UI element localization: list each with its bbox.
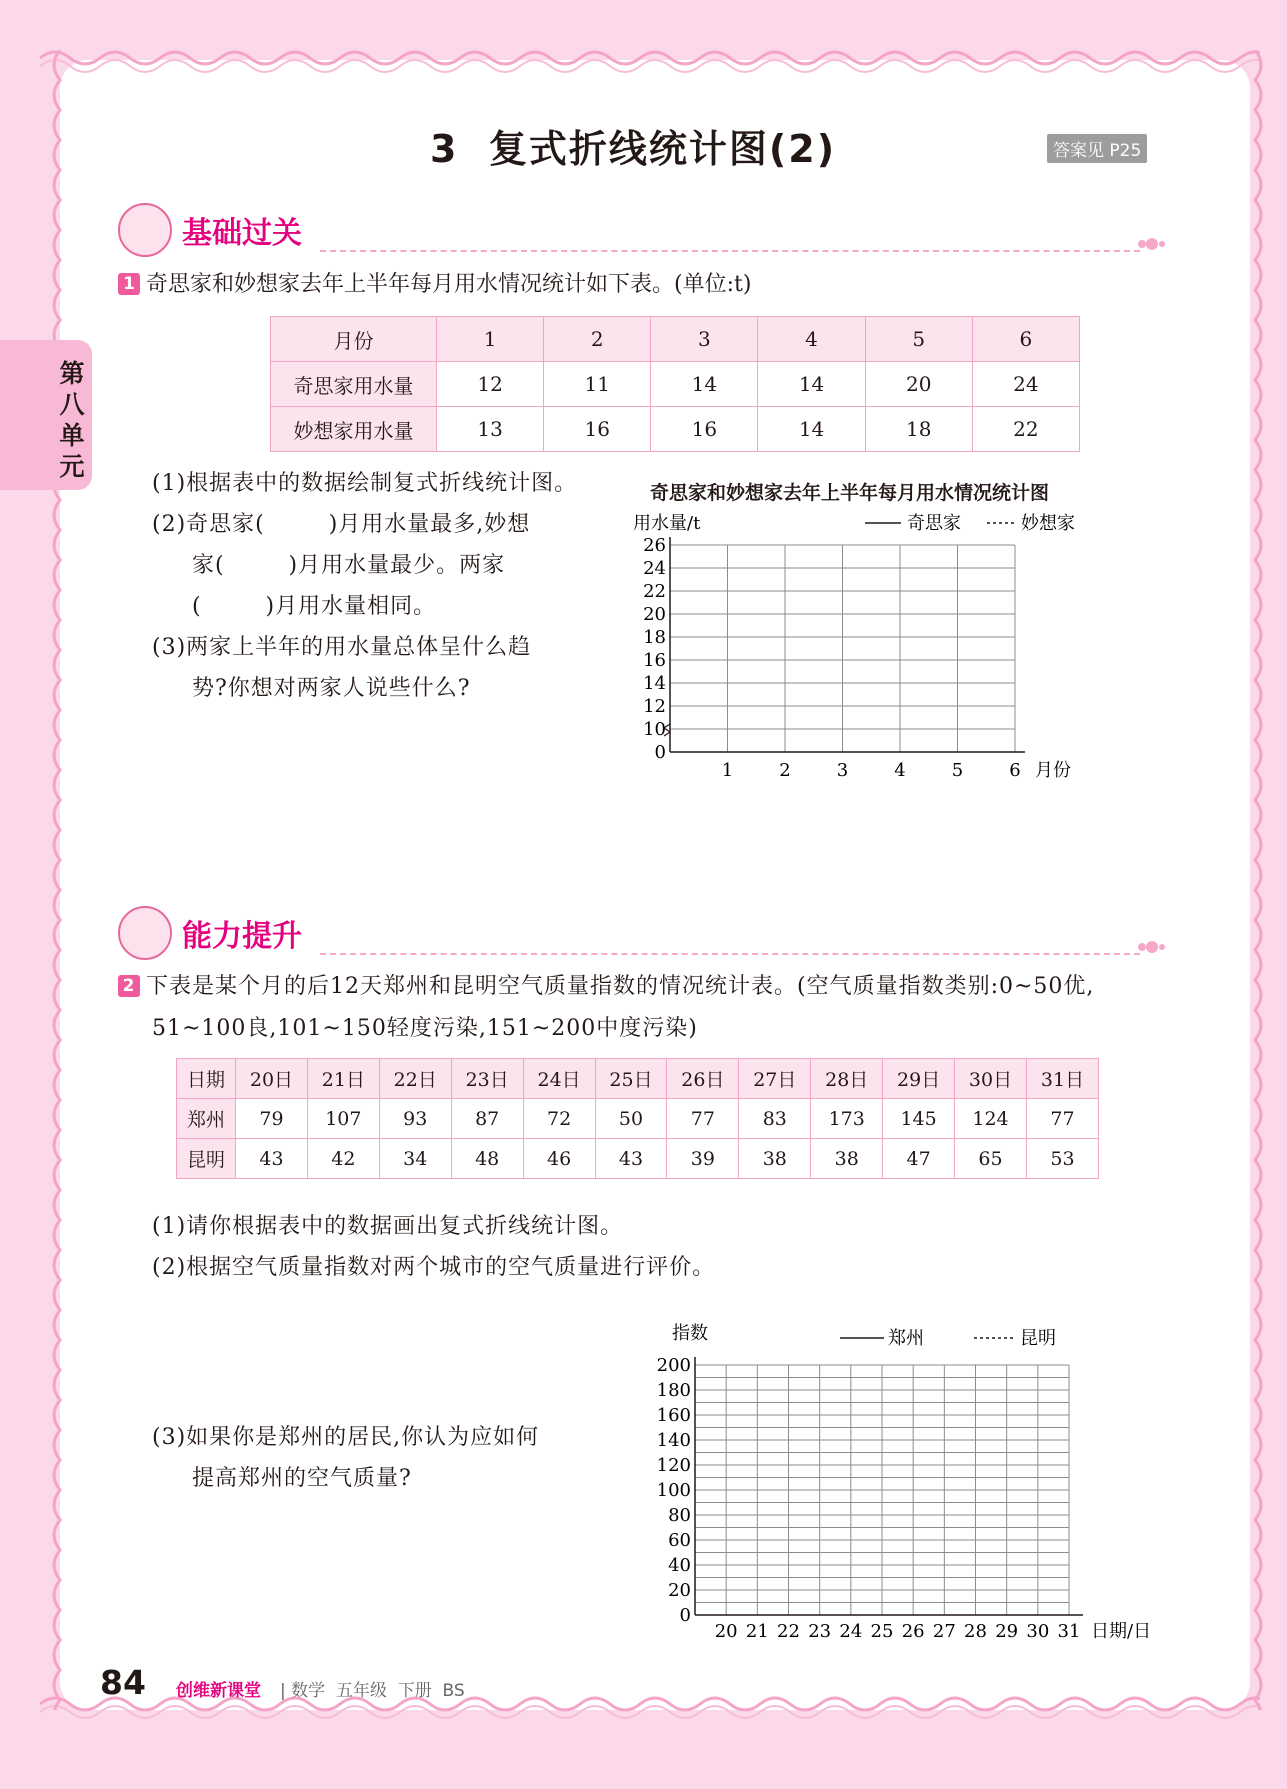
q2-sub3-line2: 提高郑州的空气质量? — [192, 1466, 412, 1491]
x-axis-label: 月份 — [1035, 760, 1071, 781]
table-cell: 妙想家用水量 — [271, 407, 437, 452]
x-axis-label: 日期/日 — [1091, 1621, 1152, 1642]
y-tick-label: 140 — [656, 1430, 691, 1451]
q2-sub1: (1)请你根据表中的数据画出复式折线统计图。 — [152, 1214, 624, 1239]
wavy-border-right — [1235, 50, 1275, 1710]
table-cell: 46 — [523, 1139, 595, 1179]
x-tick-label: 20 — [714, 1621, 738, 1642]
table-cell: 79 — [236, 1099, 308, 1139]
y-tick-label: 0 — [679, 1605, 691, 1626]
y-tick-label: 26 — [643, 535, 666, 556]
table-cell: 39 — [667, 1139, 739, 1179]
y-tick-label: 24 — [643, 558, 666, 579]
table-cell: 14 — [651, 362, 758, 407]
legend-label: 妙想家 — [1021, 513, 1075, 534]
footer-brand: 创维新课堂 — [176, 1681, 261, 1701]
x-tick-label: 4 — [894, 760, 906, 781]
table-header-cell: 30日 — [955, 1059, 1027, 1099]
y-tick-label: 22 — [643, 581, 666, 602]
table-row — [177, 1099, 1099, 1139]
table-header-cell: 5 — [865, 317, 972, 362]
table-row — [271, 407, 1080, 452]
table-cell: 53 — [1026, 1139, 1098, 1179]
wavy-border-left — [40, 50, 80, 1710]
x-tick-label: 28 — [964, 1621, 987, 1642]
y-tick-label: 60 — [668, 1530, 691, 1551]
q2-subquestions — [152, 1206, 1052, 1288]
q1-sub2-line1: (2)奇思家( )月用水量最多,妙想 — [152, 512, 531, 537]
footer-info: | 数学 五年级 下册 BS — [280, 1681, 465, 1701]
table-cell: 16 — [651, 407, 758, 452]
y-tick-label: 200 — [656, 1355, 691, 1376]
table-cell: 43 — [595, 1139, 667, 1179]
question-number-badge: 1 — [118, 273, 140, 295]
question-2 — [118, 966, 1228, 1050]
table-header-cell: 27日 — [739, 1059, 811, 1099]
water-usage-chart — [625, 505, 1155, 785]
air-quality-chart — [640, 1315, 1180, 1645]
decorative-dots-icon — [1136, 937, 1166, 957]
table-cell: 38 — [739, 1139, 811, 1179]
table-cell: 124 — [955, 1099, 1027, 1139]
table-cell: 13 — [437, 407, 544, 452]
table-header-cell: 23日 — [451, 1059, 523, 1099]
table-row — [271, 362, 1080, 407]
x-tick-label: 25 — [870, 1621, 894, 1642]
x-tick-label: 1 — [721, 760, 734, 781]
y-tick-label: 180 — [656, 1380, 691, 1401]
table-cell: 43 — [236, 1139, 308, 1179]
y-tick-label: 160 — [656, 1405, 691, 1426]
x-tick-label: 27 — [932, 1621, 956, 1642]
table-header-row — [271, 317, 1080, 362]
q2-sub3 — [152, 1417, 622, 1499]
table-header-cell: 21日 — [307, 1059, 379, 1099]
table-header-cell: 31日 — [1026, 1059, 1098, 1099]
x-tick-label: 30 — [1026, 1621, 1050, 1642]
table-header-cell: 20日 — [236, 1059, 308, 1099]
y-tick-label: 100 — [656, 1480, 691, 1501]
table-header-cell: 24日 — [523, 1059, 595, 1099]
table-header-cell: 3 — [651, 317, 758, 362]
wavy-border-top — [40, 38, 1260, 78]
table-cell: 14 — [758, 407, 865, 452]
x-tick-label: 26 — [901, 1621, 925, 1642]
y-tick-label: 120 — [656, 1455, 691, 1476]
table-header-cell: 22日 — [379, 1059, 451, 1099]
y-tick-label: 20 — [643, 604, 666, 625]
table-row — [177, 1139, 1099, 1179]
water-usage-table — [270, 316, 1080, 452]
table-cell: 18 — [865, 407, 972, 452]
q2-sub3-line1: (3)如果你是郑州的居民,你认为应如何 — [152, 1425, 540, 1450]
table-cell: 12 — [437, 362, 544, 407]
q1-sub2-line2: 家( )月用水量最少。两家 — [192, 553, 506, 578]
table-cell: 93 — [379, 1099, 451, 1139]
question-2-text-line1: 下表是某个月的后12天郑州和昆明空气质量指数的情况统计表。(空气质量指数类别:0~50优, — [146, 974, 1095, 999]
table-cell: 34 — [379, 1139, 451, 1179]
x-tick-label: 22 — [777, 1621, 800, 1642]
y-tick-label: 0 — [654, 742, 666, 763]
table-header-cell: 29日 — [883, 1059, 955, 1099]
decorative-dots-icon — [1136, 234, 1166, 254]
y-tick-label: 80 — [668, 1505, 691, 1526]
mascot-icon — [118, 203, 172, 257]
section-divider — [320, 250, 1140, 252]
table-cell: 48 — [451, 1139, 523, 1179]
q1-sub3-line1: (3)两家上半年的用水量总体呈什么趋 — [152, 635, 532, 660]
y-tick-label: 16 — [643, 650, 666, 671]
table-cell: 72 — [523, 1099, 595, 1139]
q1-sub1: (1)根据表中的数据绘制复式折线统计图。 — [152, 471, 578, 496]
table-cell: 22 — [972, 407, 1079, 452]
table-cell: 83 — [739, 1099, 811, 1139]
table-cell: 50 — [595, 1099, 667, 1139]
table-cell: 38 — [811, 1139, 883, 1179]
table-cell: 145 — [883, 1099, 955, 1139]
table-header-cell: 25日 — [595, 1059, 667, 1099]
table-cell: 77 — [667, 1099, 739, 1139]
table-cell: 42 — [307, 1139, 379, 1179]
question-1-text: 奇思家和妙想家去年上半年每月用水情况统计如下表。(单位:t) — [146, 272, 752, 297]
table-cell: 16 — [544, 407, 651, 452]
section-heading-advanced: 能力提升 — [182, 919, 302, 954]
legend-label: 郑州 — [888, 1328, 924, 1349]
table-header-cell: 28日 — [811, 1059, 883, 1099]
legend-label: 昆明 — [1020, 1328, 1056, 1349]
table-cell: 47 — [883, 1139, 955, 1179]
table-cell: 11 — [544, 362, 651, 407]
table-header-cell: 26日 — [667, 1059, 739, 1099]
chart1-title: 奇思家和妙想家去年上半年每月用水情况统计图 — [650, 482, 1050, 504]
table-cell: 65 — [955, 1139, 1027, 1179]
question-1 — [118, 270, 1218, 300]
table-cell: 24 — [972, 362, 1079, 407]
y-tick-label: 12 — [643, 696, 666, 717]
answer-reference-badge: 答案见 P25 — [1047, 134, 1147, 163]
table-header-cell: 4 — [758, 317, 865, 362]
y-tick-label: 14 — [643, 673, 666, 694]
x-tick-label: 21 — [745, 1621, 769, 1642]
y-axis-label: 用水量/t — [633, 513, 701, 534]
table-cell: 107 — [307, 1099, 379, 1139]
table-header-cell: 2 — [544, 317, 651, 362]
section-heading-basic: 基础过关 — [182, 216, 302, 251]
table-cell: 173 — [811, 1099, 883, 1139]
section-divider — [320, 953, 1140, 955]
legend-label: 奇思家 — [907, 513, 961, 534]
q2-sub2: (2)根据空气质量指数对两个城市的空气质量进行评价。 — [152, 1255, 716, 1280]
unit-side-tab-label: 第八单元 — [59, 359, 85, 481]
x-tick-label: 6 — [1009, 760, 1021, 781]
page-title: 3 复式折线统计图(2) — [430, 127, 837, 171]
table-cell: 14 — [758, 362, 865, 407]
table-cell: 昆明 — [177, 1139, 236, 1179]
mascot-icon — [118, 906, 172, 960]
table-cell: 郑州 — [177, 1099, 236, 1139]
x-tick-label: 29 — [995, 1621, 1019, 1642]
q1-subquestions — [152, 463, 622, 709]
table-header-cell: 月份 — [271, 317, 437, 362]
table-header-cell: 6 — [972, 317, 1079, 362]
x-tick-label: 24 — [839, 1621, 863, 1642]
x-tick-label: 23 — [808, 1621, 832, 1642]
q1-sub2-line3: ( )月用水量相同。 — [192, 594, 437, 619]
y-tick-label: 18 — [643, 627, 666, 648]
table-header-cell: 日期 — [177, 1059, 236, 1099]
y-axis-label: 指数 — [672, 1323, 708, 1344]
air-quality-table — [176, 1058, 1099, 1179]
q1-sub3-line2: 势?你想对两家人说些什么? — [192, 676, 471, 701]
table-cell: 87 — [451, 1099, 523, 1139]
table-cell: 奇思家用水量 — [271, 362, 437, 407]
x-tick-label: 3 — [836, 760, 849, 781]
x-tick-label: 2 — [779, 760, 791, 781]
x-tick-label: 31 — [1057, 1621, 1081, 1642]
table-header-cell: 1 — [437, 317, 544, 362]
page-number: 84 — [100, 1663, 146, 1702]
table-cell: 77 — [1026, 1099, 1098, 1139]
y-tick-label: 20 — [668, 1580, 691, 1601]
table-cell: 20 — [865, 362, 972, 407]
y-tick-label: 40 — [668, 1555, 691, 1576]
table-header-row — [177, 1059, 1099, 1099]
x-tick-label: 5 — [951, 760, 964, 781]
y-tick-label: 10 — [643, 719, 666, 740]
question-2-text-line2: 51~100良,101~150轻度污染,151~200中度污染) — [152, 1016, 698, 1041]
question-number-badge: 2 — [118, 975, 140, 997]
